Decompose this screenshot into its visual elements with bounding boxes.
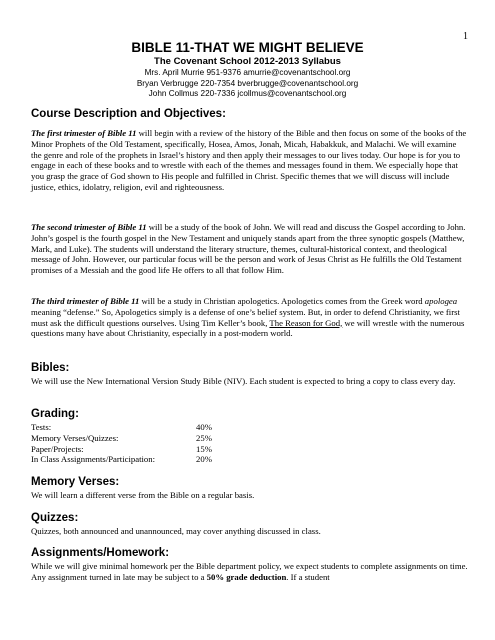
memory-verses-text: We will learn a different verse from the Bible on a regular basis. (31, 490, 255, 500)
course-subtitle: The Covenant School 2012-2013 Syllabus (154, 56, 341, 67)
trimester-1-lead: The first trimester of Bible 11 (31, 128, 137, 138)
trimester-1-text: will begin with a review of the history of the Bible and then focus on some of the books of the Minor Prophets of the Old Testament, specifically, Hosea, Amos, Jonah, Micah, Habakkuk, and Malachi. We will examine the genre and role of the prophets in Israel’s history and then apply their messages to our lives today. Our hope is for you to engage in each of these books and to wrestle with each of the themes and messages found in them. We especially hope that you grasp the grace of God shown to His people and fulfilled in Christ. Specific themes that we will discuss will include justice, ethics, idolatry, religion, evil and righteousness. (31, 128, 467, 192)
quizzes-text: Quizzes, both announced and unannounced, may cover anything discussed in class. (31, 526, 321, 536)
bibles-text: We will use the New International Version Study Bible (NIV). Each student is expected to bring a copy to class every day. (31, 376, 456, 386)
page-number: 1 (463, 31, 468, 42)
grading-row (31, 444, 212, 455)
book-title-link: The Reason for God, (269, 317, 343, 328)
grading-value: 40% (196, 422, 212, 432)
contact-line: Mrs. April Murrie 951-9376 amurrie@covenantschool.org (144, 68, 351, 77)
grading-label: Tests: (31, 422, 52, 432)
trimester-2-paragraph (31, 222, 469, 276)
grading-value: 15% (196, 443, 212, 454)
grade-deduction: 50% grade deduction (206, 571, 287, 582)
trimester-3-text: will be a study in Christian apologetics. Apologetics comes from the Greek word (139, 296, 425, 306)
memory-verses-heading: Memory Verses: (31, 476, 120, 488)
syllabus-header (0, 40, 495, 100)
assignments-heading: Assignments/Homework: (31, 547, 170, 559)
assignments-text-end: . If a student (286, 571, 330, 582)
grading-row (31, 422, 212, 433)
grading-label: Paper/Projects: (31, 443, 84, 454)
trimester-2-lead: The second trimester of Bible 11 (31, 222, 147, 232)
course-heading: Course Description and Objectives: (31, 108, 226, 120)
grading-label: In Class Assignments/Participation: (31, 454, 156, 465)
contact-line: John Collmus 220-7336 jcollmus@covenantschool.org (148, 89, 347, 98)
course-title: BIBLE 11-THAT WE MIGHT BELIEVE (131, 40, 364, 55)
grading-value: 20% (196, 454, 212, 465)
trimester-1-paragraph (31, 128, 469, 193)
apologea-word: apologea (424, 296, 458, 306)
assignments-text: While we will give minimal homework per the Bible department policy, we expect students to complete assignments on time. Any assignment turned in late may be subject to a (31, 561, 468, 582)
grading-value: 25% (196, 432, 212, 443)
assignments-paragraph (31, 561, 469, 583)
quizzes-heading: Quizzes: (31, 512, 79, 524)
contact-line: Bryan Verbrugge 220-7354 bverbrugge@covenantschool.org (136, 78, 359, 88)
trimester-3-text-cont: meaning “defense.” So, Apologetics simply is a defense of one’s belief system. But, in order to defend Christianity, we first must ask the difficult questions ourselves. Using Tim Keller’s book, (31, 306, 460, 328)
trimester-3-text-end: we will wrestle with the numerous questions many have about Christianity, especially in a post-modern world. (31, 317, 465, 339)
bibles-heading: Bibles: (31, 362, 70, 374)
grading-row (31, 454, 212, 465)
grading-heading: Grading: (31, 408, 79, 420)
trimester-3-lead: The third trimester of Bible 11 (31, 296, 140, 306)
trimester-3-paragraph (31, 296, 469, 339)
trimester-2-text: will be a study of the book of John. We will read and discuss the Gospel according to John. John’s gospel is the fourth gospel in the New Testament and uniquely stands apart from the three synoptic gospels (Matthew, Mark, and Luke). The students will understand the literary structure, themes, cultural-historical context, and theological message of John. However, our particular focus will be the person and work of Jesus Christ as He fulfills the Old Testament promises of a Messiah and the good life He offers to all that follow Him. (31, 222, 466, 276)
grading-label: Memory Verses/Quizzes: (31, 432, 119, 443)
grading-table (31, 422, 212, 465)
grading-row (31, 433, 212, 444)
